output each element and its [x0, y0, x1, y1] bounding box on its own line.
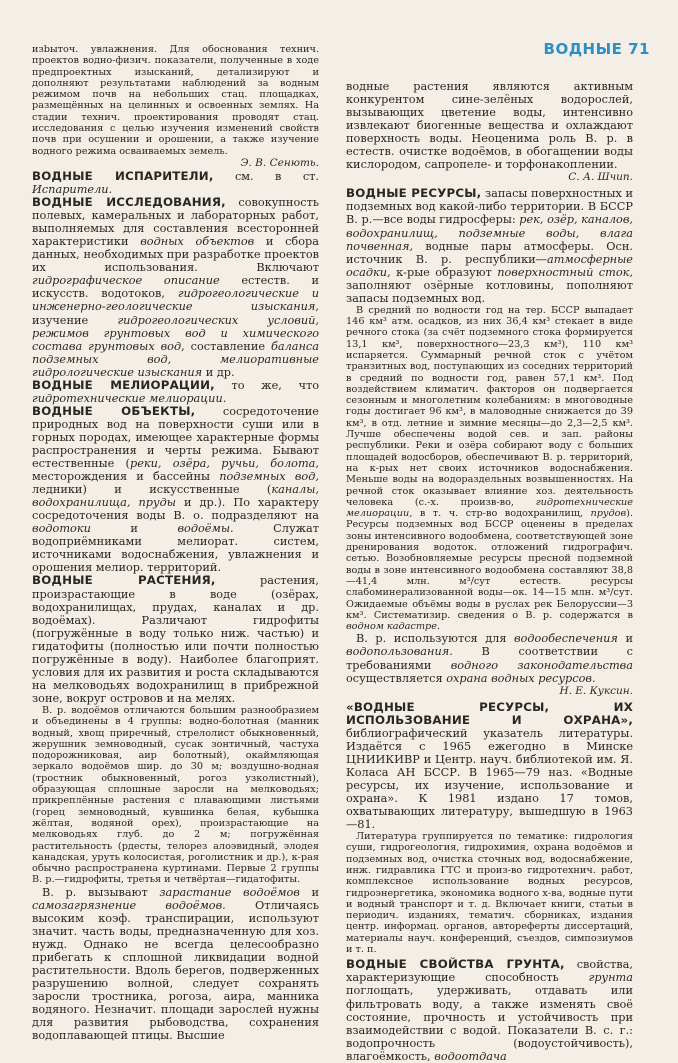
entry-continuation: [32, 44, 319, 170]
cross-reference-link[interactable]: зарастание водоёмов: [159, 885, 300, 899]
cross-reference-link[interactable]: грунта: [588, 971, 633, 985]
entry-heading: «ВОДНЫЕ РЕСУРСЫ, ИХ ИСПОЛЬЗОВАНИЕ И ОХРАНА»,: [346, 699, 633, 727]
left-column: [32, 44, 319, 1042]
cross-reference-link[interactable]: водного законодательства: [450, 658, 633, 672]
entry-heading: ВОДНЫЕ СВОЙСТВА ГРУНТА,: [346, 957, 565, 972]
entry-heading: ВОДНЫЕ ИСПАРИТЕЛИ,: [32, 169, 214, 184]
author-signature: Н. Е. Куксин.: [559, 684, 633, 697]
cross-reference-link[interactable]: гидрогеологические и инженерно-геологические изыскания: [32, 287, 319, 314]
cross-reference-link[interactable]: подземных вод,: [219, 470, 319, 484]
entry-small-text: В средний по водности год на тер. БССР выпадает 146 км³ атм. осадков, из них 36,4 км³ стекает в виде речного стока (за счёт подземного стока формируется 13,1 км³, поверхностного—23,3 км³), 110 км³ испаряется. Суммарный речной сток с учётом транзитных вод, поступающих из соседних территорий в средний по водности год, равен 57,1 км³. Под воздействием климатич. факторов он подвергается сезонным и многолетним колебаниям: в многоводные годы достигает 96 км³, в маловодные снижается до 39 км³, в отд. летние и зимние месяцы—до 2,3—2,5 км³. Лучше обеспечены водой сев. и зап. районы республики. Реки и озёра собирают воду с больших площадей водосборов, обеспечивают В. р. территорий, на к-рых нет своих источников водоснабжения. Меньше воды на водораздельных возвышенностях. На речной сток оказывает влияние хоз. деятельность человека (с.-х. произв-во, гидротехнические мелиорации, в т. ч. стр-во водохранилищ, прудов). Ресурсы подземных вод БССР оценены в пределах зоны интенсивного водообмена, соответствующей зоне дренирования водоток. отложений гидрографич. сетью. Возобновляемые ресурсы пресной подземной воды в зоне интенсивного водообмена составляют 38,8—41,4 млн. м³/сут естеств. ресурсы слабоминерализованной воды—ок. 14—15 млн. м³/сут. Ожидаемые объёмы воды в руслах рек Белоруссии—3 км³. Систематизир. сведения о В. р. содержатся в водном кадастре.: [346, 304, 633, 633]
entry-heading: ВОДНЫЕ ИССЛЕДОВАНИЯ,: [32, 195, 226, 210]
cross-reference-link[interactable]: водоёмы.: [177, 522, 234, 536]
entry-vodnye-melioratsii: ВОДНЫЕ МЕЛИОРАЦИИ, то же, что гидротехнические мелиорации.: [32, 377, 319, 405]
cross-reference-link[interactable]: водном кадастре.: [346, 621, 441, 633]
entry-heading: ВОДНЫЕ ОБЪЕКТЫ,: [32, 403, 196, 418]
right-column: [346, 80, 633, 1063]
entry-vodnye-resursy: ВОДНЫЕ РЕСУРСЫ, запасы поверхностных и подземных вод какой-либо территории. В БССР В. р.—все воды гидросферы: рек, озёр, каналов, водохранилищ, подземные воды, влага почвенная, водные пары атмосферы. Осн. источник В. р. республики—атмосферные осадки, к-рые образуют поверхностный сток, заполняют озёрные котловины, пополняют запасы подземных вод.: [346, 186, 634, 305]
cross-reference-link[interactable]: водопользования.: [346, 645, 453, 659]
cross-reference-link[interactable]: водоотдача: [434, 1049, 507, 1063]
cross-reference-link[interactable]: поверхностный сток,: [497, 265, 633, 279]
running-head: ВОДНЫЕ 71: [543, 40, 650, 58]
entry-vodnye-issledovaniya: ВОДНЫЕ ИССЛЕДОВАНИЯ, совокупность полевых, камеральных и лабораторных работ, выполняемых для составления всесторонней характеристики водных объектов и сбора данных, необходимых при разработке проектов их использования. Включают гидрографическое описание естеств. и искусств. водотоков, гидрогеологические и инженерно-геологические изыскания, изучение гидрогеологических условий, режимов грунтовых вод и химического состава грунтовых вод, составление баланса подземных вод, мелиоративные гидрологические изыскания и др.: [32, 195, 320, 379]
entry-text: водные растения являются активным конкурентом сине-зелёных водорослей, вызывающих цветение воды, интенсивно извлекают биогенные вещества и охлаждают поверхность воды. Неоценима роль В. р. в естеств. очистке водоёмов, в обогащении воды кислородом, сапропеле- и торфонакоплении.: [346, 80, 633, 172]
entry-heading: ВОДНЫЕ РЕСУРСЫ,: [346, 186, 482, 201]
cross-reference-link[interactable]: гидрогеологических условий, режимов грунтовых вод и химического состава грунтовых вод: [32, 313, 320, 353]
entry-heading: ВОДНЫЕ МЕЛИОРАЦИИ,: [32, 377, 215, 392]
cross-reference-link[interactable]: гидротехнические мелиорации.: [32, 391, 227, 405]
entry-small-text: Литература группируется по тематике: гидрология суши, гидрогеология, гидрохимия, охрана водоёмов и подземных вод, очистка сточных вод, водоснабжение, инж. гидравлика ГТС и произ-во гидротехнич. работ, комплексное использование водных ресурсов, гидроэнергетика, экономика водного х-ва, водные пути и водный транспорт и т. д. Включает книги, статьи в периодич. изданиях, тематич. сборниках, издания центр. информац. органов, автореферты диссертаций, материалы науч. конференций, съездов, симпозиумов и т. п.: [346, 831, 633, 956]
cross-reference-link[interactable]: водотоки: [32, 522, 91, 536]
cross-reference-link[interactable]: баланса подземных вод, мелиоративные гидрологические изыскания: [32, 339, 319, 379]
entry-paragraph: В. р. вызывают зарастание водоёмов и самозагрязнение водоёмов. Отличаясь высоким коэф. транспирации, используют значит. часть воды, предназначенную для хоз. нужд. Однако не всегда целесообразно прибегать к сплошной ликвидации водной растительности. Вдоль берегов, подверженных разрушению волной, следует сохранять заросли тростника, рогоза, аира, манника водяного. Незначит. площади зарослей нужны для развития рыбоводства, сохранения водоплавающей птицы. Высшие: [32, 885, 320, 1043]
cross-reference-link[interactable]: гидрографическое описание: [32, 274, 220, 288]
author-signature: С. А. Шчип.: [568, 171, 633, 184]
cross-reference-link[interactable]: гидротехнические мелиорации,: [346, 496, 633, 520]
entry-heading: ВОДНЫЕ РАСТЕНИЯ,: [32, 573, 216, 588]
cross-reference-link[interactable]: самозагрязнение водоёмов.: [32, 898, 226, 912]
entry-vodnye-obekty: ВОДНЫЕ ОБЪЕКТЫ, сосредоточение природных вод на поверхности суши или в горных породах, имеющее характерные формы распространения и черты режима. Бывают естественные (реки, озёра, ручьи, болота, месторождения и бассейны подземных вод, ледники) и искусственные (каналы, водохранилища, пруды и др.). По характеру сосредоточения воды В. о. подразделяют на водотоки и водоёмы. Служат водоприёмниками мелиорат. систем, источниками водоснабжения, увлажнения и орошения мелиор. территорий.: [32, 403, 320, 575]
cross-reference-link[interactable]: охрана водных ресурсов.: [446, 671, 596, 685]
author-signature: Э. В. Сенють.: [240, 156, 319, 169]
entry-text: изbыточ. увлажнения. Для обоснования технич. проектов водно-физич. показатели, полученные в ходе предпроектных изысканий, детализируют и дополняют результатами наблюдений за водным режимом почв на небольших стац. площадках, размещённых на целинных и освоенных землях. На стадии технич. проектирования проводят стац. исследования с целью изучения изменений свойств почв при осушении и орошении, а также изучение водного режима осваиваемых земель.: [32, 44, 319, 157]
cross-reference-link[interactable]: Испарители.: [32, 183, 113, 197]
cross-reference-link[interactable]: прудов: [590, 508, 627, 520]
entry-vodnye-rasteniya: ВОДНЫЕ РАСТЕНИЯ, растения, произрастающие в воде (озёрах, водохранилищах, прудах, каналах и др. водоёмах). Различают гидрофиты (погружённые в воду только ниж. частью) и гидатофиты (полностью или почти полностью погружённые в воду). Наиболее благоприят. условия для их развития и роста складываются на мелководьях водохранилищ в прибрежной зоне, вокруг островов и на мелях.: [32, 573, 319, 705]
cross-reference-link[interactable]: атмосферные осадки,: [346, 252, 633, 279]
cross-reference-link[interactable]: каналы, водохранилища, пруды: [32, 483, 319, 510]
cross-reference-link[interactable]: водообеспечения: [514, 632, 618, 646]
entry-vodnye-isparateli: ВОДНЫЕ ИСПАРИТЕЛИ, см. в ст. Испарители.: [32, 169, 319, 197]
cross-reference-link[interactable]: реки, озёра, ручьи, болота,: [129, 457, 319, 471]
entry-vodnye-resursy-bibliography: «ВОДНЫЕ РЕСУРСЫ, ИХ ИСПОЛЬЗОВАНИЕ И ОХРАНА», библиографический указатель литературы. Издаётся с 1965 ежегодно в Минске ЦНИИКИВР и Центр. науч. библиотекой им. Я. Коласа АН БССР. В 1965—79 наз. «Водные ресурсы, их изучение, использование и охрана». К 1981 издано 17 томов, охватывающих литературу, вышедшую в 1963—81.: [346, 699, 633, 832]
entry-continuation: [346, 80, 633, 184]
entry-small-text: В. р. водоёмов отличаются большим разнообразием и объединены в 4 группы: водно-болотная (манник водный, хвощ приречный, стрелолист обыкновенный, жерушник земноводный, сусак зонтичный, частуха подорожниковая, аир болотный), окаймляющая зеркало водоёмов шир. до 30 м; воздушно-водная (тростник обыкновенный, рогоз узколистный), образующая сплошные заросли на мелководьях; прикреплённые растения с плавающими листьями (горец земноводный, кувшинка белая, кубышка жёлтая, водяной орех), произрастающие на мелководьях глуб. до 2 м; погружённая растительность (рдесты, телорез алоэвидный, элодея канадская, уруть колосистая, роголистник и др.), к-рая обычно распространена куртинами. Первые 2 группы В. р.—гидрофиты, третья и четвёртая—гидатофиты.: [32, 704, 319, 886]
cross-reference-link[interactable]: водных объектов: [140, 235, 255, 249]
entry-paragraph: В. р. используются для водообеспечения и водопользования. В соответствии с требованиями водного законодательства осуществляется охрана водных ресурсов.: [346, 632, 633, 685]
entry-vodnye-svoystva-grunta: ВОДНЫЕ СВОЙСТВА ГРУНТА, свойства, характеризующие способность грунта поглощать, удерживать, отдавать или фильтровать воду, а также изменять своё состояние, прочность и устойчивость при взаимодействии с водой. Показатели В. с. г.: водопрочность (водоустойчивость), влагоёмкость, водоотдача: [346, 957, 633, 1063]
cross-reference-link[interactable]: рек, озёр, каналов, водохранилищ, подземные воды, влага почвенная,: [346, 213, 633, 253]
